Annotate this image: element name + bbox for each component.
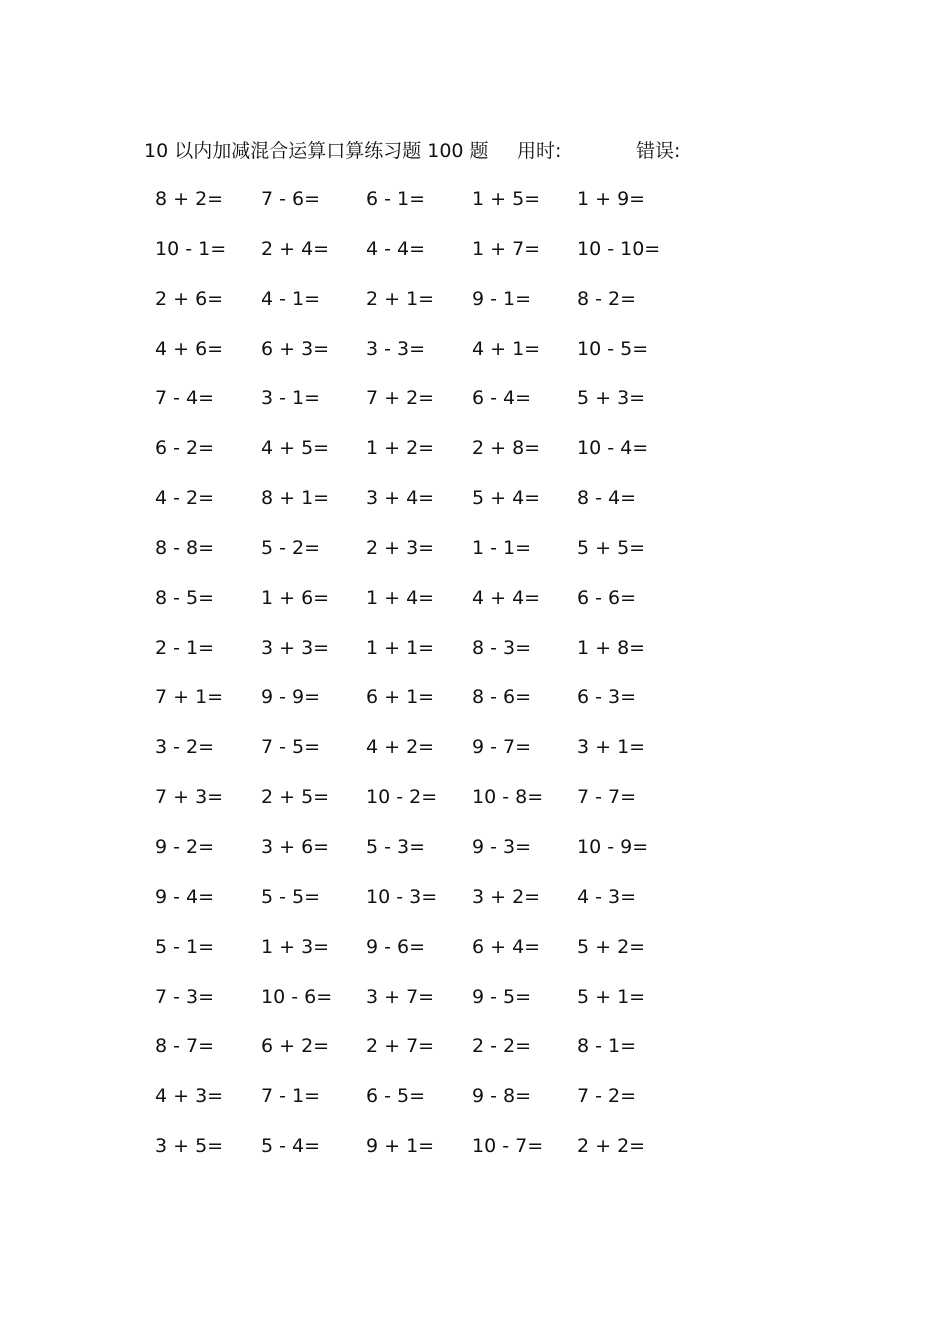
arithmetic-problem: 8 - 7= [155, 1035, 215, 1058]
problem-row [150, 931, 690, 981]
arithmetic-problem: 5 + 2= [577, 935, 646, 958]
problem-row [150, 432, 690, 482]
arithmetic-problem: 3 + 5= [155, 1135, 224, 1158]
arithmetic-problem: 3 + 7= [366, 985, 435, 1008]
arithmetic-problem: 2 + 6= [155, 287, 224, 310]
arithmetic-problem: 1 + 6= [261, 586, 330, 609]
arithmetic-problem: 8 + 2= [155, 188, 224, 210]
arithmetic-problem: 9 - 2= [155, 835, 215, 858]
arithmetic-problem: 7 - 5= [261, 736, 321, 759]
arithmetic-problem: 3 + 1= [577, 736, 646, 759]
arithmetic-problem: 10 - 4= [577, 437, 649, 460]
arithmetic-problem: 4 + 1= [472, 337, 541, 360]
arithmetic-problem: 4 - 3= [577, 885, 637, 908]
arithmetic-problem: 3 - 1= [261, 387, 321, 410]
arithmetic-problem: 10 - 6= [261, 985, 333, 1008]
arithmetic-problem: 7 - 3= [155, 985, 215, 1008]
arithmetic-problem: 3 - 3= [366, 337, 426, 360]
problem-row [150, 382, 690, 432]
arithmetic-problem: 5 - 2= [261, 536, 321, 559]
arithmetic-problem: 7 - 4= [155, 387, 215, 410]
arithmetic-problem: 7 + 3= [155, 786, 224, 809]
arithmetic-problem: 9 - 5= [472, 985, 532, 1008]
arithmetic-problem: 8 - 8= [155, 536, 215, 559]
arithmetic-problem: 7 - 6= [261, 188, 321, 210]
arithmetic-problem: 5 + 3= [577, 387, 646, 410]
arithmetic-problem: 3 - 2= [155, 736, 215, 759]
arithmetic-problem: 10 - 7= [472, 1135, 544, 1158]
arithmetic-problem: 2 + 1= [366, 287, 435, 310]
arithmetic-problem: 2 + 4= [261, 237, 330, 260]
arithmetic-problem: 1 + 4= [366, 586, 435, 609]
arithmetic-problem: 8 - 1= [577, 1035, 637, 1058]
arithmetic-problem: 10 - 8= [472, 786, 544, 809]
arithmetic-problem: 8 - 6= [472, 686, 532, 709]
problem-row [150, 333, 690, 383]
time-used-label: 用时: [517, 140, 562, 162]
arithmetic-problem: 9 - 7= [472, 736, 532, 759]
arithmetic-problem: 9 - 3= [472, 835, 532, 858]
problem-row [150, 781, 690, 831]
problem-row [150, 1130, 690, 1180]
arithmetic-problem: 3 + 2= [472, 885, 541, 908]
arithmetic-problem: 8 - 4= [577, 487, 637, 510]
arithmetic-problem: 8 - 5= [155, 586, 215, 609]
arithmetic-problem: 7 - 7= [577, 786, 637, 809]
error-count-label: 错误: [636, 140, 681, 162]
problem-grid [150, 183, 690, 1180]
arithmetic-problem: 4 + 2= [366, 736, 435, 759]
arithmetic-problem: 4 - 2= [155, 487, 215, 510]
arithmetic-problem: 2 + 2= [577, 1135, 646, 1158]
arithmetic-problem: 1 - 1= [472, 536, 532, 559]
arithmetic-problem: 5 - 4= [261, 1135, 321, 1158]
arithmetic-problem: 2 - 2= [472, 1035, 532, 1058]
arithmetic-problem: 8 + 1= [261, 487, 330, 510]
arithmetic-problem: 8 - 3= [472, 636, 532, 659]
arithmetic-problem: 1 + 5= [472, 188, 541, 210]
arithmetic-problem: 2 + 7= [366, 1035, 435, 1058]
arithmetic-problem: 6 - 2= [155, 437, 215, 460]
arithmetic-problem: 4 - 4= [366, 237, 426, 260]
problem-row [150, 582, 690, 632]
problem-row [150, 1030, 690, 1080]
arithmetic-problem: 2 - 1= [155, 636, 215, 659]
arithmetic-problem: 5 - 3= [366, 835, 426, 858]
arithmetic-problem: 6 + 4= [472, 935, 541, 958]
problem-row [150, 831, 690, 881]
arithmetic-problem: 5 + 5= [577, 536, 646, 559]
arithmetic-problem: 2 + 8= [472, 437, 541, 460]
arithmetic-problem: 7 - 2= [577, 1085, 637, 1108]
arithmetic-problem: 5 - 5= [261, 885, 321, 908]
arithmetic-problem: 10 - 3= [366, 885, 438, 908]
problem-row [150, 681, 690, 731]
arithmetic-problem: 5 + 1= [577, 985, 646, 1008]
arithmetic-problem: 3 + 6= [261, 835, 330, 858]
arithmetic-problem: 10 - 5= [577, 337, 649, 360]
arithmetic-problem: 6 - 1= [366, 188, 426, 210]
arithmetic-problem: 4 + 6= [155, 337, 224, 360]
arithmetic-problem: 1 + 9= [577, 188, 646, 210]
arithmetic-problem: 2 + 3= [366, 536, 435, 559]
arithmetic-problem: 5 - 1= [155, 935, 215, 958]
problem-row [150, 981, 690, 1031]
arithmetic-problem: 9 + 1= [366, 1135, 435, 1158]
arithmetic-problem: 6 - 5= [366, 1085, 426, 1108]
arithmetic-problem: 6 - 3= [577, 686, 637, 709]
arithmetic-problem: 10 - 2= [366, 786, 438, 809]
arithmetic-problem: 9 - 6= [366, 935, 426, 958]
problem-row [150, 283, 690, 333]
arithmetic-problem: 10 - 9= [577, 835, 649, 858]
arithmetic-problem: 8 - 2= [577, 287, 637, 310]
arithmetic-problem: 4 + 4= [472, 586, 541, 609]
problem-row [150, 632, 690, 682]
arithmetic-problem: 4 - 1= [261, 287, 321, 310]
arithmetic-problem: 9 - 4= [155, 885, 215, 908]
arithmetic-problem: 4 + 3= [155, 1085, 224, 1108]
arithmetic-problem: 6 + 1= [366, 686, 435, 709]
arithmetic-problem: 7 + 2= [366, 387, 435, 410]
arithmetic-problem: 9 - 9= [261, 686, 321, 709]
arithmetic-problem: 9 - 1= [472, 287, 532, 310]
problem-row [150, 881, 690, 931]
arithmetic-problem: 6 - 4= [472, 387, 532, 410]
problem-row [150, 1080, 690, 1130]
arithmetic-problem: 4 + 5= [261, 437, 330, 460]
problem-row [150, 233, 690, 283]
arithmetic-problem: 10 - 1= [155, 237, 227, 260]
problem-row [150, 731, 690, 781]
arithmetic-problem: 10 - 10= [577, 237, 661, 260]
arithmetic-problem: 1 + 8= [577, 636, 646, 659]
arithmetic-problem: 1 + 7= [472, 237, 541, 260]
arithmetic-problem: 1 + 3= [261, 935, 330, 958]
arithmetic-problem: 2 + 5= [261, 786, 330, 809]
arithmetic-problem: 3 + 3= [261, 636, 330, 659]
arithmetic-problem: 3 + 4= [366, 487, 435, 510]
arithmetic-problem: 7 - 1= [261, 1085, 321, 1108]
arithmetic-problem: 5 + 4= [472, 487, 541, 510]
problem-row [150, 532, 690, 582]
arithmetic-problem: 1 + 2= [366, 437, 435, 460]
arithmetic-problem: 6 + 3= [261, 337, 330, 360]
worksheet-title: 10 以内加减混合运算口算练习题 100 题 [144, 140, 489, 162]
arithmetic-problem: 9 - 8= [472, 1085, 532, 1108]
problem-row [150, 183, 690, 233]
arithmetic-problem: 6 + 2= [261, 1035, 330, 1058]
arithmetic-problem: 6 - 6= [577, 586, 637, 609]
arithmetic-problem: 1 + 1= [366, 636, 435, 659]
problem-row [150, 482, 690, 532]
arithmetic-problem: 7 + 1= [155, 686, 224, 709]
